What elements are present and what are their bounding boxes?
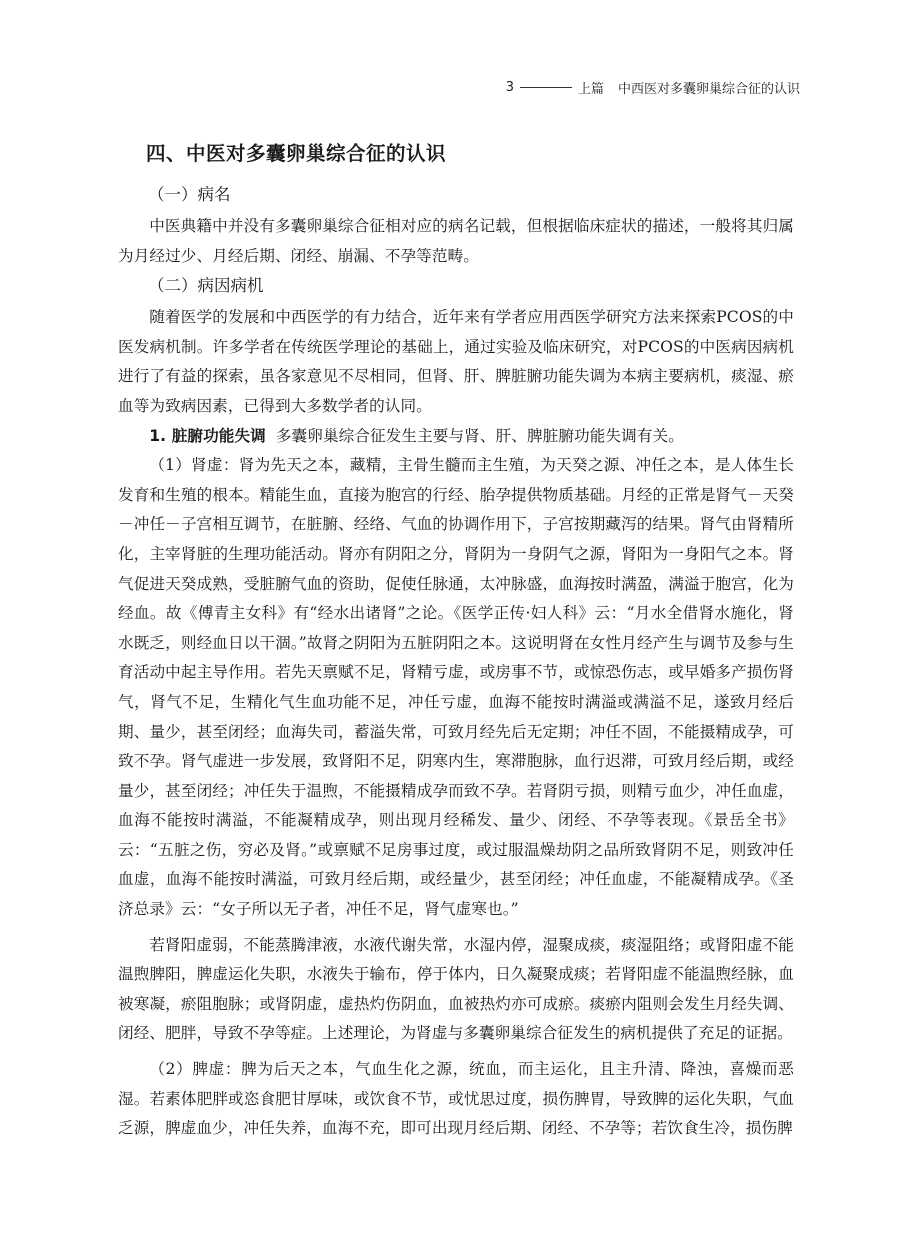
paragraph-name: 中医典籍中并没有多囊卵巢综合征相对应的病名记载，但根据临床症状的描述，一般将其归属为月经过少、月经后期、闭经、崩漏、不孕等范畴。 [118, 217, 794, 265]
paragraph-kidney-1: （1）肾虚：肾为先天之本，藏精，主骨生髓而主生殖，为天癸之源、冲任之本，是人体生长发育和生殖的根本。精能生血，直接为胞宫的行经、胎孕提供物质基础。月经的正常是肾气－天癸－冲任－子宫相互调节，在脏腑、经络、气血的协调作用下，子宫按期藏泻的结果。肾气由肾精所化，主宰肾脏的生理功能活动。肾亦有阴阳之分，肾阴为一身阴气之源，肾阳为一身阳气之本。肾气促进天癸成熟，受脏腑气血的资助，促使任脉通，太冲脉盛，血海按时满盈，满溢于胞宫，化为经血。故《傅青主女科》有“经水出诸肾”之论。《医学正传·妇人科》云：“月水全借肾水施化，肾水既乏，则经血日以干涸。”故肾之阴阳为五脏阴阳之本。这说明肾在女性月经产生与调节及参与生育活动中起主导作用。若先天禀赋不足，肾精亏虚，或房事不节，或惊恐伤志，或早婚多产损伤肾气，肾气不足，生精化气生血功能不足，冲任亏虚，血海不能按时满溢或满溢不足，遂致月经后期、量少，甚至闭经；血海失司，蓄溢失常，可致月经先后无定期；冲任不固，不能摄精成孕，可致不孕。肾气虚进一步发展，致肾阳不足，阴寒内生，寒滞胞脉，血行迟滞，可致月经后期，或经量少，甚至闭经；冲任失于温煦，不能摄精成孕而致不孕。若肾阴亏损，则精亏血少，冲任血虚，血海不能按时满溢，不能凝精成孕，则出现月经稀发、量少、闭经、不孕等表现。《景岳全书》云：“五脏之伤，穷必及肾。”或禀赋不足房事过度，或过服温燥劫阴之品所致肾阴不足，则致冲任血虚，血海不能按时满溢，可致月经后期，或经量少，甚至闭经；冲任血虚，不能凝精成孕。《圣济总录》云：“女子所以无子者，冲任不足，肾气虚寒也。” [118, 456, 794, 919]
point1-text: 多囊卵巢综合征发生主要与肾、肝、脾脏腑功能失调有关。 [275, 426, 684, 445]
header-chapter: 中西医对多囊卵巢综合征的认识 [617, 82, 800, 97]
page-body [118, 138, 794, 1144]
subsection-heading-etiology: （二）病因病机 [148, 276, 264, 296]
section-title: 四、中医对多囊卵巢综合征的认识 [146, 142, 447, 165]
point1-label: 1. 脏腑功能失调 [149, 426, 266, 445]
header-part: 上篇 [577, 82, 604, 97]
header-rule [520, 87, 572, 88]
subsection-heading-name: （一）病名 [148, 185, 231, 204]
paragraph-spleen: （2）脾虚：脾为后天之本，气血生化之源，统血，而主运化，且主升清、降浊，喜燥而恶湿。若素体肥胖或恣食肥甘厚味，或饮食不节，或忧思过度，损伤脾胃，导致脾的运化失职，气血乏源，脾虚血少，冲任失养，血海不充，即可出现月经后期、闭经、不孕等；若饮食生冷，损伤脾 [118, 1060, 794, 1138]
running-header [506, 78, 800, 97]
paragraph-etiology-intro: 随着医学的发展和中西医学的有力结合，近年来有学者应用西医学研究方法来探索PCOS的中医发病机制。许多学者在传统医学理论的基础上，通过实验及临床研究，对PCOS的中医病因病机进行了有益的探索，虽各家意见不尽相同，但肾、肝、脾脏腑功能失调为本病主要病机，痰湿、瘀血等为致病因素，已得到大多数学者的认同。 [118, 308, 794, 415]
paragraph-kidney-2: 若肾阳虚弱，不能蒸腾津液，水液代谢失常，水湿内停，湿聚成痰，痰湿阻络；或肾阳虚不能温煦脾阳，脾虚运化失职，水液失于输布，停于体内，日久凝聚成痰；若肾阳虚不能温煦经脉，血被寒凝，瘀阻胞脉；或肾阴虚，虚热灼伤阴血，血被热灼亦可成瘀。痰瘀内阻则会发生月经失调、闭经、肥胖，导致不孕等症。上述理论，为肾虚与多囊卵巢综合征发生的病机提供了充足的证据。 [118, 935, 794, 1043]
paragraph-point1 [118, 422, 794, 452]
page-number: 3 [505, 80, 514, 95]
